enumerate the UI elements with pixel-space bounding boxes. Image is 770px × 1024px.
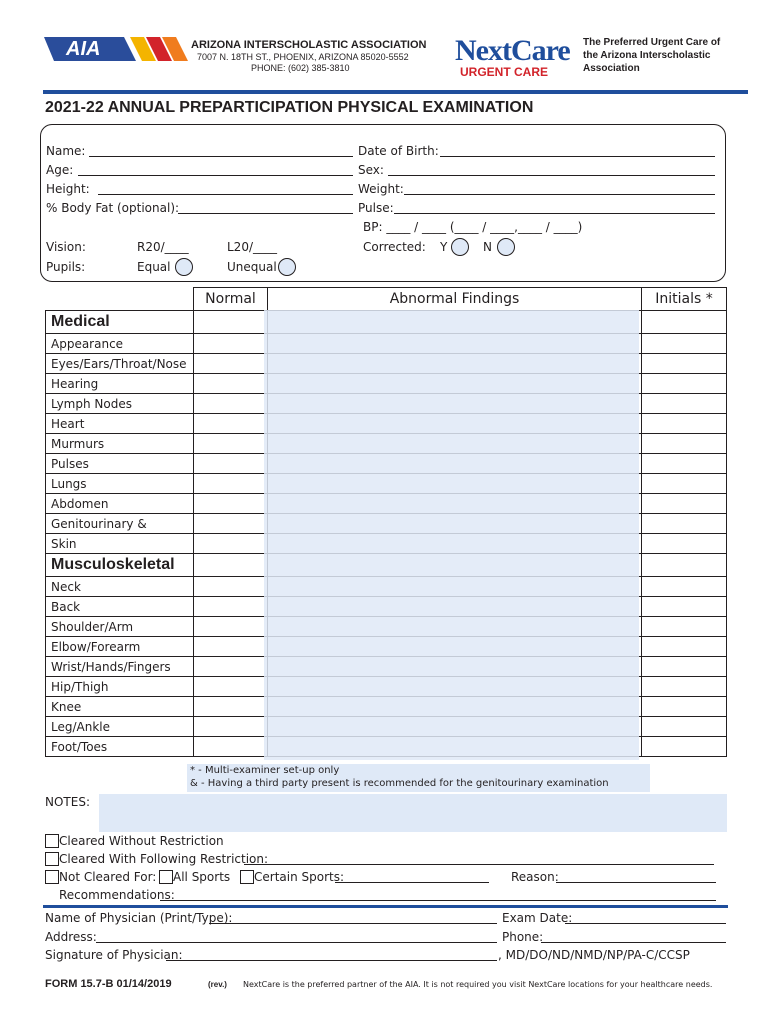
aia-logo-text: AIA: [66, 38, 101, 60]
medical-item-label: Lungs: [46, 474, 194, 494]
section-rule: [43, 905, 728, 908]
medical-item-label: Hearing: [46, 374, 194, 394]
medical-item-label: Skin: [46, 534, 194, 554]
weight-field[interactable]: [404, 194, 715, 195]
nextcare-logo-sub: URGENT CARE: [460, 65, 549, 79]
restriction-field[interactable]: [244, 864, 714, 865]
phone-label: Phone:: [502, 930, 544, 944]
form-number: FORM 15.7-B 01/14/2019: [45, 978, 172, 990]
medical-initials-cell[interactable]: [642, 514, 727, 534]
msk-initials-cell[interactable]: [642, 577, 727, 597]
medical-normal-cell[interactable]: [194, 514, 268, 534]
not-cleared-label: Not Cleared For:: [59, 870, 157, 884]
medical-initials-cell[interactable]: [642, 334, 727, 354]
corrected-n-label: N: [483, 240, 492, 254]
msk-normal-cell[interactable]: [194, 617, 268, 637]
nextcare-tagline: The Preferred Urgent Care of the Arizona Interscholastic Association: [583, 37, 721, 74]
nextcare-logo: [455, 34, 579, 80]
pupils-equal-label: Equal: [137, 260, 171, 274]
address-label: Address:: [45, 930, 97, 944]
medical-item-label: Appearance: [46, 334, 194, 354]
exam-date-field[interactable]: [565, 923, 726, 924]
signature-field[interactable]: [166, 960, 497, 961]
pupils-unequal-label: Unequal: [227, 260, 277, 274]
reason-label: Reason:: [511, 870, 559, 884]
medical-item-label: Heart: [46, 414, 194, 434]
msk-item-label: Neck: [46, 577, 194, 597]
pupils-label: Pupils:: [46, 260, 86, 274]
signature-label: Signature of Physician:: [45, 948, 183, 962]
msk-item-label: Foot/Toes: [46, 737, 194, 757]
name-label: Name:: [46, 144, 86, 158]
msk-initials-cell[interactable]: [642, 657, 727, 677]
medical-item-label: Abdomen: [46, 494, 194, 514]
corrected-n-circle[interactable]: [497, 238, 515, 256]
abnormal-findings-fill[interactable]: [264, 310, 639, 760]
physician-name-field[interactable]: [209, 923, 497, 924]
medical-initials-cell[interactable]: [642, 434, 727, 454]
physician-name-label: Name of Physician (Print/Type):: [45, 911, 233, 925]
footnote-multi: * - Multi-examiner set-up only: [190, 765, 340, 776]
nextcare-logo-text: NextCare: [455, 34, 570, 67]
recommendations-field[interactable]: [160, 900, 716, 901]
all-sports-label: All Sports: [173, 870, 231, 884]
msk-initials-cell[interactable]: [642, 717, 727, 737]
msk-normal-cell[interactable]: [194, 737, 268, 757]
medical-normal-cell[interactable]: [194, 374, 268, 394]
sex-field[interactable]: [388, 175, 715, 176]
msk-normal-cell[interactable]: [194, 577, 268, 597]
body-fat-field[interactable]: [178, 213, 353, 214]
medical-normal-cell[interactable]: [194, 334, 268, 354]
credentials-label: , MD/DO/ND/NMD/NP/PA-C/CCSP: [498, 948, 690, 962]
body-fat-label: % Body Fat (optional):: [46, 201, 180, 215]
medical-initials-cell[interactable]: [642, 374, 727, 394]
medical-item-label: Eyes/Ears/Throat/Nose: [46, 354, 194, 374]
medical-normal-cell[interactable]: [194, 394, 268, 414]
corrected-y-label: Y: [440, 240, 448, 254]
reason-field[interactable]: [556, 882, 716, 883]
medical-initials-cell[interactable]: [642, 354, 727, 374]
recommendations-label: Recommendations:: [59, 888, 175, 902]
msk-normal-cell[interactable]: [194, 657, 268, 677]
medical-item-label: Murmurs: [46, 434, 194, 454]
notes-label: NOTES:: [45, 795, 90, 809]
vision-label: Vision:: [46, 240, 86, 254]
dob-label: Date of Birth:: [358, 144, 439, 158]
org-address: 7007 N. 18TH ST., PHOENIX, ARIZONA 85020-5552: [197, 52, 409, 62]
height-field[interactable]: [98, 194, 353, 195]
msk-normal-cell[interactable]: [194, 637, 268, 657]
certain-sports-label: Certain Sports:: [254, 870, 345, 884]
certain-sports-checkbox[interactable]: [240, 870, 254, 884]
medical-normal-cell[interactable]: [194, 494, 268, 514]
medical-initials-cell[interactable]: [642, 454, 727, 474]
medical-normal-cell[interactable]: [194, 354, 268, 374]
weight-label: Weight:: [358, 182, 404, 196]
msk-initials-cell[interactable]: [642, 637, 727, 657]
medical-item-label: Lymph Nodes: [46, 394, 194, 414]
msk-item-label: Back: [46, 597, 194, 617]
cleared-checkbox[interactable]: [45, 834, 59, 848]
pulse-label: Pulse:: [358, 201, 394, 215]
certain-sports-field[interactable]: [335, 882, 489, 883]
msk-initials-cell[interactable]: [642, 737, 727, 757]
page-title: 2021-22 ANNUAL PREPARTICIPATION PHYSICAL EXAMINATION: [45, 99, 534, 116]
msk-item-label: Knee: [46, 697, 194, 717]
name-field[interactable]: [89, 156, 353, 157]
medical-section-title: Medical: [46, 311, 194, 334]
msk-normal-cell[interactable]: [194, 677, 268, 697]
medical-initials-cell[interactable]: [642, 474, 727, 494]
header-rule: [43, 90, 748, 94]
dob-field[interactable]: [440, 156, 715, 157]
msk-normal-cell[interactable]: [194, 597, 268, 617]
age-field[interactable]: [78, 175, 353, 176]
sex-label: Sex:: [358, 163, 384, 177]
msk-section-title: Musculoskeletal: [46, 554, 194, 577]
r20-field[interactable]: R20/____: [137, 240, 189, 254]
org-name: ARIZONA INTERSCHOLASTIC ASSOCIATION: [191, 39, 427, 51]
bp-field[interactable]: BP: ____ / ____ (____ / ____,____ / ____): [363, 220, 583, 234]
msk-item-label: Elbow/Forearm: [46, 637, 194, 657]
form-rev: (rev.): [208, 980, 227, 989]
cleared-restriction-label: Cleared With Following Restriction:: [59, 852, 269, 866]
address-field[interactable]: [96, 942, 497, 943]
msk-normal-cell[interactable]: [194, 697, 268, 717]
msk-initials-cell[interactable]: [642, 617, 727, 637]
notes-field[interactable]: [99, 794, 727, 832]
msk-item-label: Shoulder/Arm: [46, 617, 194, 637]
medical-item-label: Genitourinary &: [46, 514, 194, 534]
medical-initials-cell[interactable]: [642, 394, 727, 414]
medical-normal-cell[interactable]: [194, 414, 268, 434]
cleared-label: Cleared Without Restriction: [59, 834, 224, 848]
aia-logo: [44, 37, 190, 61]
cleared-restriction-checkbox[interactable]: [45, 852, 59, 866]
msk-initials-cell[interactable]: [642, 597, 727, 617]
medical-normal-cell[interactable]: [194, 454, 268, 474]
pupils-unequal-circle[interactable]: [278, 258, 296, 276]
medical-normal-cell[interactable]: [194, 434, 268, 454]
age-label: Age:: [46, 163, 74, 177]
col-normal-header: Normal: [194, 288, 268, 311]
pupils-equal-circle[interactable]: [175, 258, 193, 276]
medical-item-label: Pulses: [46, 454, 194, 474]
footer-note: NextCare is the preferred partner of the AIA. It is not required you visit NextCare locations for your healthcare needs.: [243, 980, 713, 989]
corrected-y-circle[interactable]: [451, 238, 469, 256]
org-phone: PHONE: (602) 385-3810: [251, 63, 350, 73]
msk-initials-cell[interactable]: [642, 677, 727, 697]
medical-normal-cell[interactable]: [194, 474, 268, 494]
msk-normal-cell[interactable]: [194, 717, 268, 737]
height-label: Height:: [46, 182, 90, 196]
msk-item-label: Wrist/Hands/Fingers: [46, 657, 194, 677]
l20-field[interactable]: L20/____: [227, 240, 277, 254]
medical-initials-cell[interactable]: [642, 414, 727, 434]
not-cleared-checkbox[interactable]: [45, 870, 59, 884]
col-abnormal-header: Abnormal Findings: [268, 288, 642, 311]
pulse-field[interactable]: [394, 213, 715, 214]
footnote-third-party: & - Having a third party present is recommended for the genitourinary examination: [190, 778, 609, 789]
phone-field[interactable]: [541, 942, 726, 943]
all-sports-checkbox[interactable]: [159, 870, 173, 884]
col-initials-header: Initials *: [642, 288, 727, 311]
msk-initials-cell[interactable]: [642, 697, 727, 717]
medical-initials-cell[interactable]: [642, 494, 727, 514]
msk-item-label: Hip/Thigh: [46, 677, 194, 697]
medical-initials-cell[interactable]: [642, 534, 727, 554]
medical-normal-cell[interactable]: [194, 534, 268, 554]
corrected-label: Corrected:: [363, 240, 426, 254]
msk-item-label: Leg/Ankle: [46, 717, 194, 737]
exam-date-label: Exam Date:: [502, 911, 573, 925]
